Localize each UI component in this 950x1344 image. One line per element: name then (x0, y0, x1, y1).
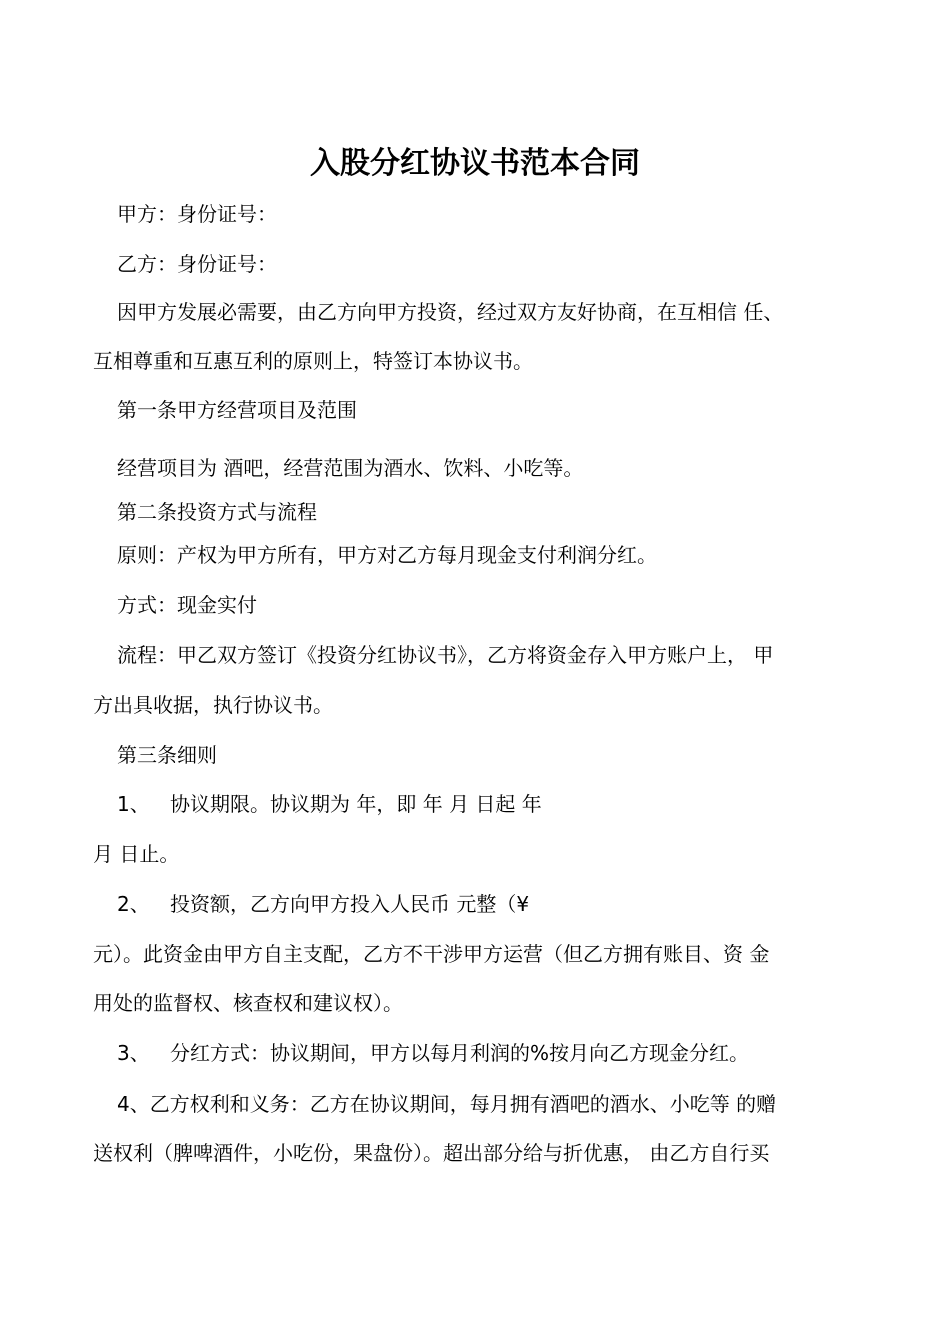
item-number: 1、 (117, 792, 150, 816)
preamble-line-1: 因甲方发展必需要，由乙方向甲方投资，经过双方友好协商，在互相信 任、 (117, 300, 784, 324)
article3-item-4-cont: 送权利（脾啤酒件，小吃份，果盘份）。超出部分给与折优惠， 由乙方自行买 (93, 1141, 770, 1165)
item-text: 分红方式：协议期间，甲方以每月利润的%按月向乙方现金分红。 (170, 1041, 750, 1065)
article2-process-line-1: 流程：甲乙双方签订《投资分红协议书》，乙方将资金存入甲方账户上， 甲 (117, 643, 774, 667)
article3-item-2-cont-2: 用处的监督权、核查权和建议权）。 (93, 991, 403, 1015)
article2-heading: 第二条投资方式与流程 (117, 500, 317, 524)
party-b-line: 乙方：身份证号： (117, 252, 277, 276)
article2-principle: 原则：产权为甲方所有，甲方对乙方每月现金支付利润分红。 (117, 543, 657, 567)
item-number: 3、 (117, 1041, 150, 1065)
document-title: 入股分红协议书范本合同 (310, 146, 640, 181)
article3-item-4: 4、乙方权利和义务：乙方在协议期间，每月拥有酒吧的酒水、小吃等 的赠 (117, 1092, 777, 1116)
article1-heading: 第一条甲方经营项目及范围 (117, 398, 357, 422)
article1-content: 经营项目为 酒吧，经营范围为酒水、饮料、小吃等。 (117, 456, 584, 480)
item-text: 协议期限。协议期为 年，即 年 月 日起 年 (170, 792, 542, 816)
article2-process-line-2: 方出具收据，执行协议书。 (93, 693, 333, 717)
preamble-line-2: 互相尊重和互惠互利的原则上，特签订本协议书。 (93, 349, 533, 373)
article3-item-1-cont: 月 日止。 (93, 842, 180, 866)
article2-method: 方式：现金实付 (117, 593, 257, 617)
article3-item-1 (117, 790, 542, 818)
item-number: 2、 (117, 892, 150, 916)
article3-item-3 (117, 1039, 749, 1067)
article3-heading: 第三条细则 (117, 743, 217, 767)
item-text: 投资额，乙方向甲方投入人民币 元整（¥ (170, 892, 530, 916)
party-a-line: 甲方：身份证号： (117, 202, 277, 226)
article3-item-2-cont-1: 元）。此资金由甲方自主支配，乙方不干涉甲方运营（但乙方拥有账目、资 金 (93, 942, 770, 966)
article3-item-2 (117, 890, 529, 918)
